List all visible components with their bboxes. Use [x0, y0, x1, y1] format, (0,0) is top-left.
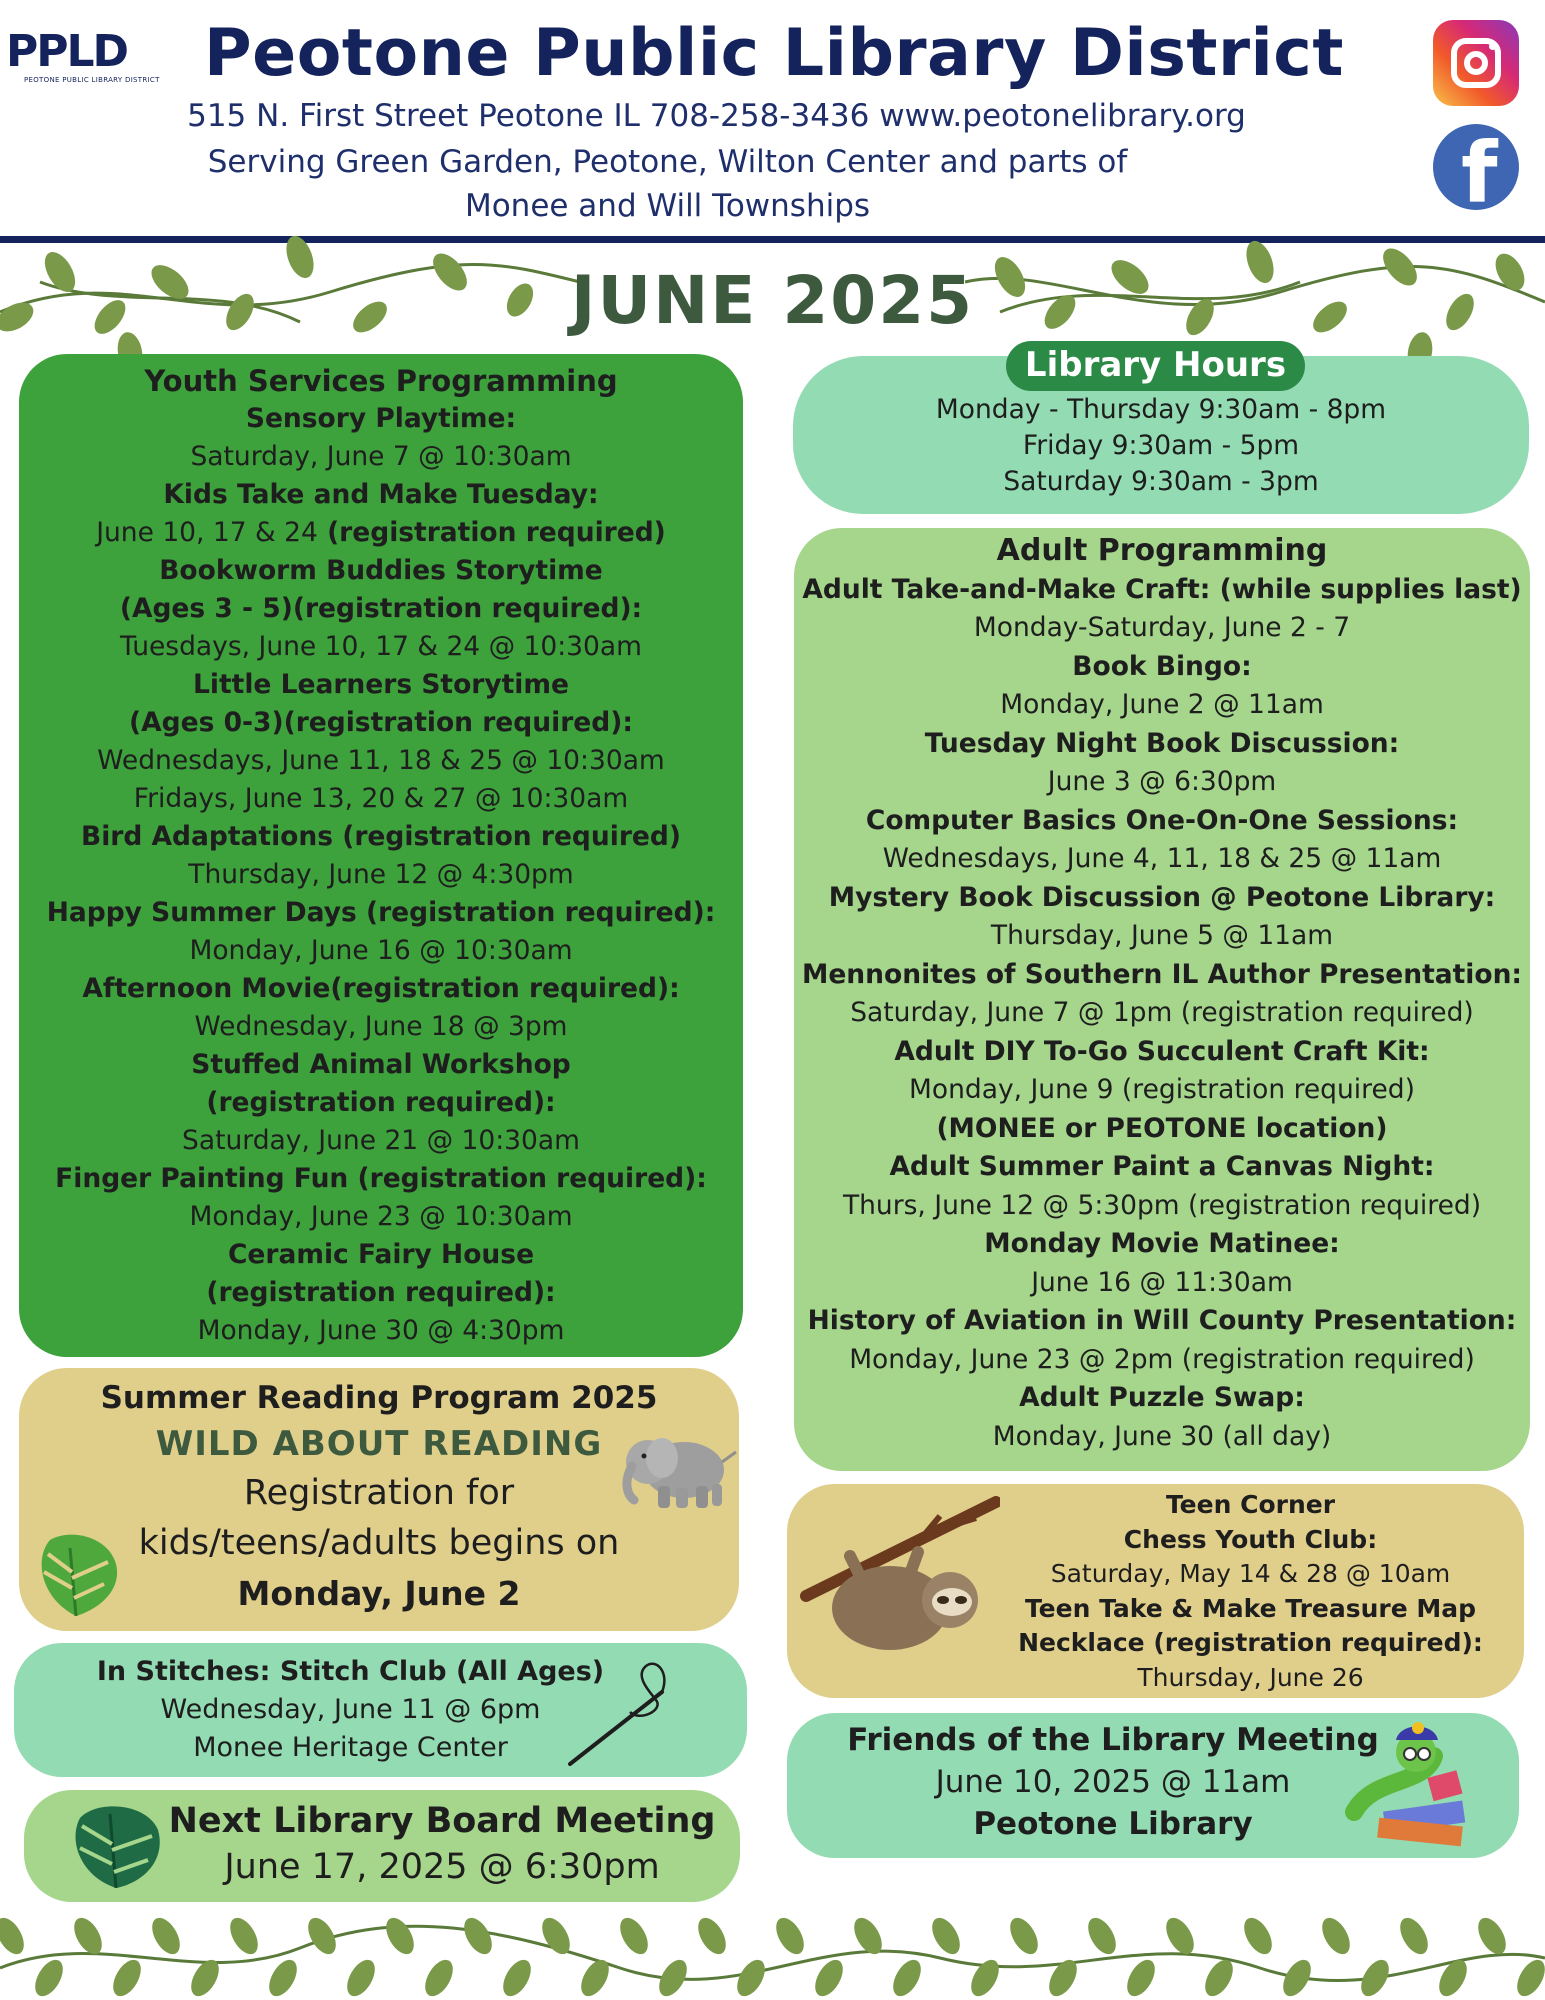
event-title: Teen Take & Make Treasure Map	[1024, 1593, 1477, 1623]
section-heading: Adult Programming	[996, 533, 1328, 568]
monstera-leaf-icon	[66, 1800, 164, 1890]
event-title: Bookworm Buddies Storytime	[159, 555, 603, 586]
event-date: Saturday, May 14 & 28 @ 10am	[1050, 1559, 1451, 1588]
elephant-icon	[618, 1422, 740, 1514]
event-title: Adult Take-and-Make Craft: (while supplies last)	[802, 573, 1522, 605]
event-title: Stuffed Animal Workshop	[191, 1049, 571, 1080]
event-title: Mennonites of Southern IL Author Presentation:	[801, 958, 1523, 990]
event-title: Bird Adaptations (registration required)	[81, 821, 681, 852]
event-title: Tuesday Night Book Discussion:	[924, 727, 1400, 759]
summer-reading-date: Monday, June 2	[237, 1574, 521, 1613]
event-date: Monday, June 2 @ 11am	[1000, 689, 1324, 720]
event-date: Wednesday, June 18 @ 3pm	[194, 1011, 568, 1042]
event-date: Monday, June 23 @ 10:30am	[189, 1201, 573, 1232]
event-date: Saturday, June 7 @ 10:30am	[190, 441, 572, 472]
event-date: Monday-Saturday, June 2 - 7	[973, 612, 1351, 643]
event-date: Monday, June 23 @ 2pm (registration required)	[849, 1343, 1475, 1375]
event-date: Tuesdays, June 10, 17 & 24 @ 10:30am	[120, 631, 642, 662]
event-title: Chess Youth Club:	[1123, 1524, 1378, 1554]
library-logo	[6, 26, 188, 90]
summer-reading-line: Registration for	[243, 1473, 515, 1513]
event-title: Monday Movie Matinee:	[984, 1228, 1340, 1259]
month-heading: JUNE 2025	[570, 262, 975, 339]
event-title: (Ages 0-3)(registration required):	[129, 707, 633, 738]
event-title: Sensory Playtime:	[245, 403, 517, 434]
event-date: Monday, June 30 @ 4:30pm	[197, 1315, 565, 1346]
logo-text: PPLD	[6, 26, 128, 77]
friends-meeting-title: Friends of the Library Meeting	[847, 1722, 1379, 1758]
stitch-club-date: Wednesday, June 11 @ 6pm	[160, 1694, 541, 1725]
event-title: (registration required):	[206, 1277, 556, 1308]
event-date: June 16 @ 11:30am	[1031, 1266, 1293, 1298]
event-title: Finger Painting Fun (registration required):	[55, 1163, 707, 1194]
event-title: Kids Take and Make Tuesday:	[163, 479, 599, 510]
summer-reading-theme: WILD ABOUT READING	[155, 1424, 603, 1464]
logo-subtext: PEOTONE PUBLIC LIBRARY DISTRICT	[24, 76, 160, 84]
friends-meeting-date: June 10, 2025 @ 11am	[935, 1764, 1291, 1800]
summer-reading-line: kids/teens/adults begins on	[138, 1523, 620, 1563]
event-date: Monday, June 16 @ 10:30am	[189, 935, 573, 966]
event-date: Thursday, June 12 @ 4:30pm	[188, 859, 574, 890]
vine-decoration-bottom	[0, 1908, 1545, 2000]
hours-line: Monday - Thursday 9:30am - 8pm	[935, 394, 1387, 425]
event-date: Thurs, June 12 @ 5:30pm (registration required)	[842, 1189, 1482, 1221]
event-date: June 3 @ 6:30pm	[1047, 766, 1277, 797]
contact-line: 515 N. First Street Peotone IL 708-258-3436 www.peotonelibrary.org	[187, 98, 1246, 134]
event-title: Afternoon Movie(registration required):	[82, 973, 680, 1004]
event-date: Wednesdays, June 11, 18 & 25 @ 10:30am	[97, 745, 665, 776]
event-date: Monday, June 9 (registration required)	[909, 1074, 1415, 1105]
serving-line-2: Monee and Will Townships	[464, 188, 871, 224]
adult-programming-panel	[794, 528, 1530, 1471]
event-date: Fridays, June 13, 20 & 27 @ 10:30am	[133, 783, 629, 814]
board-meeting-title: Next Library Board Meeting	[168, 1801, 716, 1841]
event-title: Little Learners Storytime	[193, 669, 569, 700]
stitch-club-title: In Stitches: Stitch Club (All Ages)	[96, 1656, 605, 1687]
event-date: Monday, June 30 (all day)	[992, 1420, 1332, 1452]
event-title: Necklace (registration required):	[1018, 1628, 1483, 1657]
stitch-club-location: Monee Heritage Center	[193, 1732, 508, 1763]
event-title: Happy Summer Days (registration required):	[46, 897, 716, 928]
event-date: Saturday, June 7 @ 1pm (registration required)	[850, 997, 1474, 1028]
event-title: (registration required):	[206, 1087, 556, 1118]
event-date: Thursday, June 5 @ 11am	[990, 920, 1334, 951]
event-date: Saturday, June 21 @ 10:30am	[182, 1125, 580, 1156]
event-date: Thursday, June 26	[1137, 1662, 1364, 1692]
event-title: Adult Summer Paint a Canvas Night:	[889, 1151, 1435, 1182]
monstera-leaf-icon	[30, 1528, 122, 1618]
event-title: Computer Basics One-On-One Sessions:	[865, 804, 1459, 836]
serving-line-1: Serving Green Garden, Peotone, Wilton Center and parts of	[207, 144, 1128, 180]
friends-meeting-location: Peotone Library	[973, 1806, 1253, 1842]
event-title: Adult Puzzle Swap:	[1019, 1382, 1305, 1413]
event-title: (MONEE or PEOTONE location)	[936, 1112, 1388, 1144]
bookworm-icon	[1334, 1716, 1474, 1850]
event-title: History of Aviation in Will County Presentation:	[807, 1305, 1517, 1336]
event-title: Book Bingo:	[1072, 650, 1252, 682]
needle-thread-icon	[560, 1652, 690, 1770]
event-date: Wednesdays, June 4, 11, 18 & 25 @ 11am	[882, 843, 1442, 874]
page-title: Peotone Public Library District	[204, 16, 1344, 91]
hours-line: Friday 9:30am - 5pm	[1022, 430, 1300, 461]
event-title: (Ages 3 - 5)(registration required):	[119, 593, 643, 624]
sloth-icon	[800, 1496, 1000, 1676]
event-title: Mystery Book Discussion @ Peotone Library:	[828, 881, 1496, 913]
section-heading: Youth Services Programming	[144, 364, 618, 398]
library-hours-label: Library Hours	[1006, 341, 1305, 391]
event-title: Teen Corner	[1165, 1490, 1336, 1519]
event-date: June 10, 17 & 24 (registration required)	[96, 517, 666, 548]
youth-services-panel	[19, 354, 743, 1357]
facebook-icon[interactable]: f	[1433, 124, 1519, 210]
board-meeting-date: June 17, 2025 @ 6:30pm	[224, 1847, 660, 1887]
hours-line: Saturday 9:30am - 3pm	[1003, 466, 1319, 497]
instagram-icon[interactable]	[1433, 20, 1519, 106]
summer-reading-title: Summer Reading Program 2025	[100, 1380, 658, 1416]
event-title: Ceramic Fairy House	[227, 1239, 535, 1270]
event-title: Adult DIY To-Go Succulent Craft Kit:	[894, 1035, 1430, 1067]
